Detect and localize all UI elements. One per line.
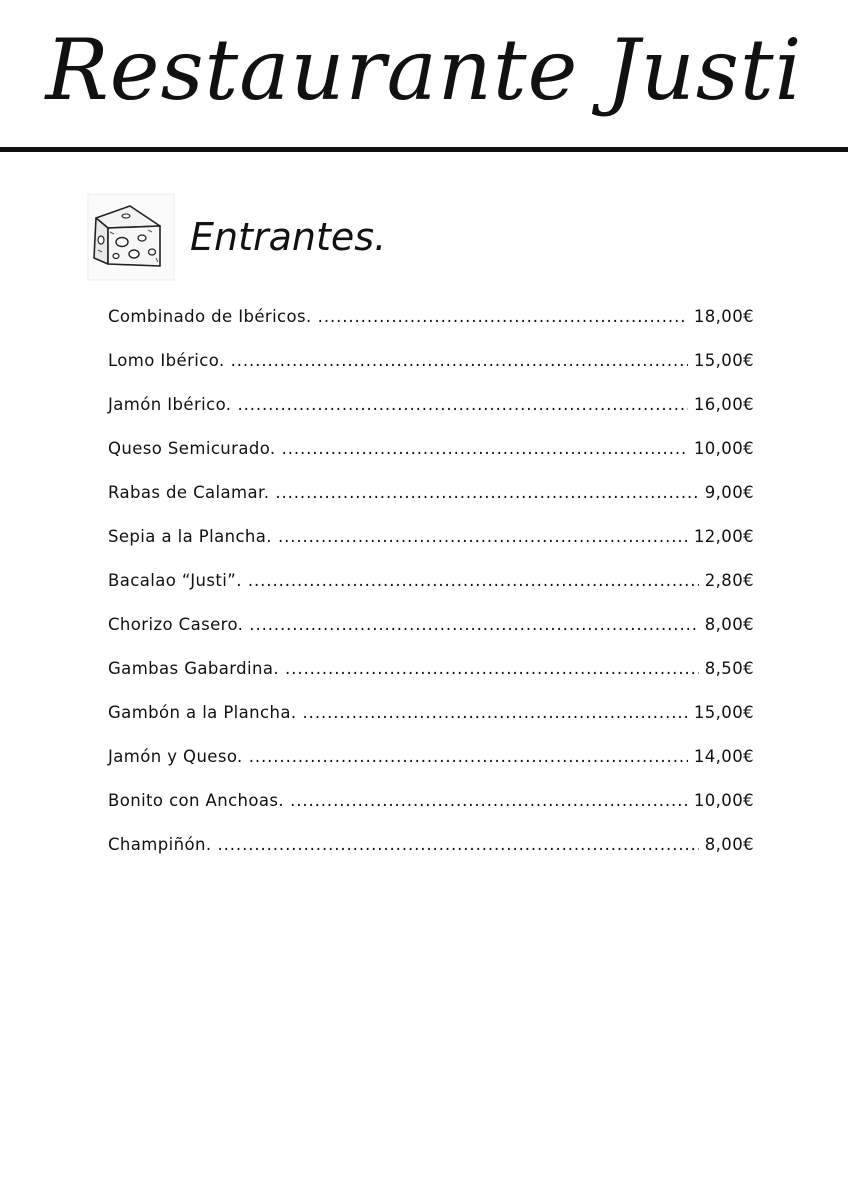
menu-item bbox=[108, 747, 754, 791]
item-price: 15,00€ bbox=[693, 703, 754, 722]
item-name: Jamón y Queso. bbox=[108, 747, 243, 766]
restaurant-title: Restaurante Justi bbox=[45, 21, 803, 119]
dot-leader bbox=[282, 439, 688, 458]
item-name: Bonito con Anchoas. bbox=[108, 791, 285, 810]
item-name: Combinado de Ibéricos. bbox=[108, 307, 312, 326]
menu-item bbox=[108, 615, 754, 659]
menu-item bbox=[108, 307, 754, 351]
section-header bbox=[86, 192, 386, 282]
menu-item bbox=[108, 483, 754, 527]
dot-leader bbox=[290, 791, 688, 810]
item-name: Lomo Ibérico. bbox=[108, 351, 225, 370]
item-name: Rabas de Calamar. bbox=[108, 483, 270, 502]
item-name: Champiñón. bbox=[108, 835, 212, 854]
item-name: Gambón a la Plancha. bbox=[108, 703, 297, 722]
dot-leader bbox=[237, 395, 687, 414]
dot-leader bbox=[249, 747, 688, 766]
item-price: 9,00€ bbox=[704, 483, 754, 502]
item-name: Chorizo Casero. bbox=[108, 615, 244, 634]
dot-leader bbox=[231, 351, 688, 370]
menu-item bbox=[108, 835, 754, 879]
item-price: 10,00€ bbox=[693, 791, 754, 810]
dot-leader bbox=[278, 527, 688, 546]
item-price: 8,00€ bbox=[704, 615, 754, 634]
item-price: 16,00€ bbox=[693, 395, 754, 414]
item-name: Bacalao “Justi”. bbox=[108, 571, 242, 590]
item-price: 8,00€ bbox=[704, 835, 754, 854]
menu-item bbox=[108, 703, 754, 747]
item-price: 14,00€ bbox=[693, 747, 754, 766]
item-price: 2,80€ bbox=[704, 571, 754, 590]
dot-leader bbox=[275, 483, 698, 502]
dot-leader bbox=[248, 571, 699, 590]
item-price: 12,00€ bbox=[693, 527, 754, 546]
item-price: 18,00€ bbox=[693, 307, 754, 326]
menu-item bbox=[108, 527, 754, 571]
menu-item bbox=[108, 571, 754, 615]
menu-item bbox=[108, 439, 754, 483]
menu-item bbox=[108, 791, 754, 835]
dot-leader bbox=[285, 659, 699, 678]
section-title: Entrantes. bbox=[190, 215, 387, 259]
menu-item bbox=[108, 351, 754, 395]
cheese-icon bbox=[86, 192, 176, 282]
item-price: 15,00€ bbox=[693, 351, 754, 370]
item-name: Jamón Ibérico. bbox=[108, 395, 232, 414]
item-price: 10,00€ bbox=[693, 439, 754, 458]
dot-leader bbox=[249, 615, 698, 634]
dot-leader bbox=[217, 835, 698, 854]
dot-leader bbox=[318, 307, 688, 326]
item-price: 8,50€ bbox=[704, 659, 754, 678]
dot-leader bbox=[303, 703, 688, 722]
item-name: Queso Semicurado. bbox=[108, 439, 276, 458]
item-name: Gambas Gabardina. bbox=[108, 659, 280, 678]
item-name: Sepia a la Plancha. bbox=[108, 527, 272, 546]
header-divider bbox=[0, 147, 848, 152]
menu-item bbox=[108, 395, 754, 439]
menu-list bbox=[108, 307, 754, 879]
menu-item bbox=[108, 659, 754, 703]
